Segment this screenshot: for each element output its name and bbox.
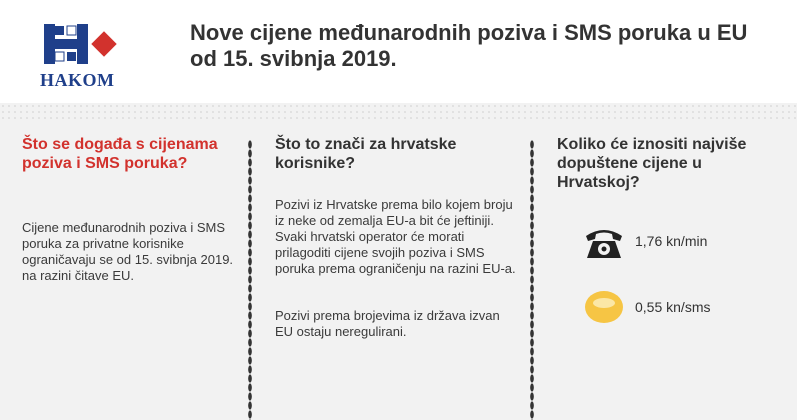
question-what-happens: Što se događa s cijenama poziva i SMS poruka? [22,136,218,172]
decorative-dot-strip [0,103,797,123]
hakom-logo-mark [30,20,140,70]
hakom-logo [30,20,140,95]
price-sms-value: 0,55 kn/sms [635,299,711,315]
column-max-prices [557,135,777,192]
price-row-sms [583,288,783,328]
dotted-divider-1 [248,140,252,420]
sms-bubble-icon [583,288,625,328]
answer-croatian-users-p2: Pozivi prema brojevima iz država izvan EU ostaju neregulirani. [275,308,500,339]
column-what-happens [22,135,237,283]
header [0,0,797,103]
dotted-divider-2 [530,140,534,420]
answer-croatian-users-p1: Pozivi iz Hrvatske prema bilo kojem broju iz neke od zemalja EU-a bit će jeftiniji. Svaki hrvatski operator će morati prilagoditi cijene svojih poziva i SMS poruka prema ograničenju na razini EU-a. [275,197,516,276]
price-calls-value: 1,76 kn/min [635,233,708,249]
price-row-calls [583,222,783,262]
logo-text: HAKOM [40,70,115,90]
question-max-prices: Koliko će iznositi najviše dopuštene cijene u Hrvatskoj? [557,136,747,191]
question-croatian-users: Što to znači za hrvatske korisnike? [275,136,457,172]
telephone-icon [583,222,625,262]
column-croatian-users [275,135,520,339]
page-title: Nove cijene međunarodnih poziva i SMS poruka u EU od 15. svibnja 2019. [190,20,748,71]
answer-what-happens: Cijene međunarodnih poziva i SMS poruka za privatne korisnike ograničavaju se od 15. svibnja 2019. na razini čitave EU. [22,220,234,283]
